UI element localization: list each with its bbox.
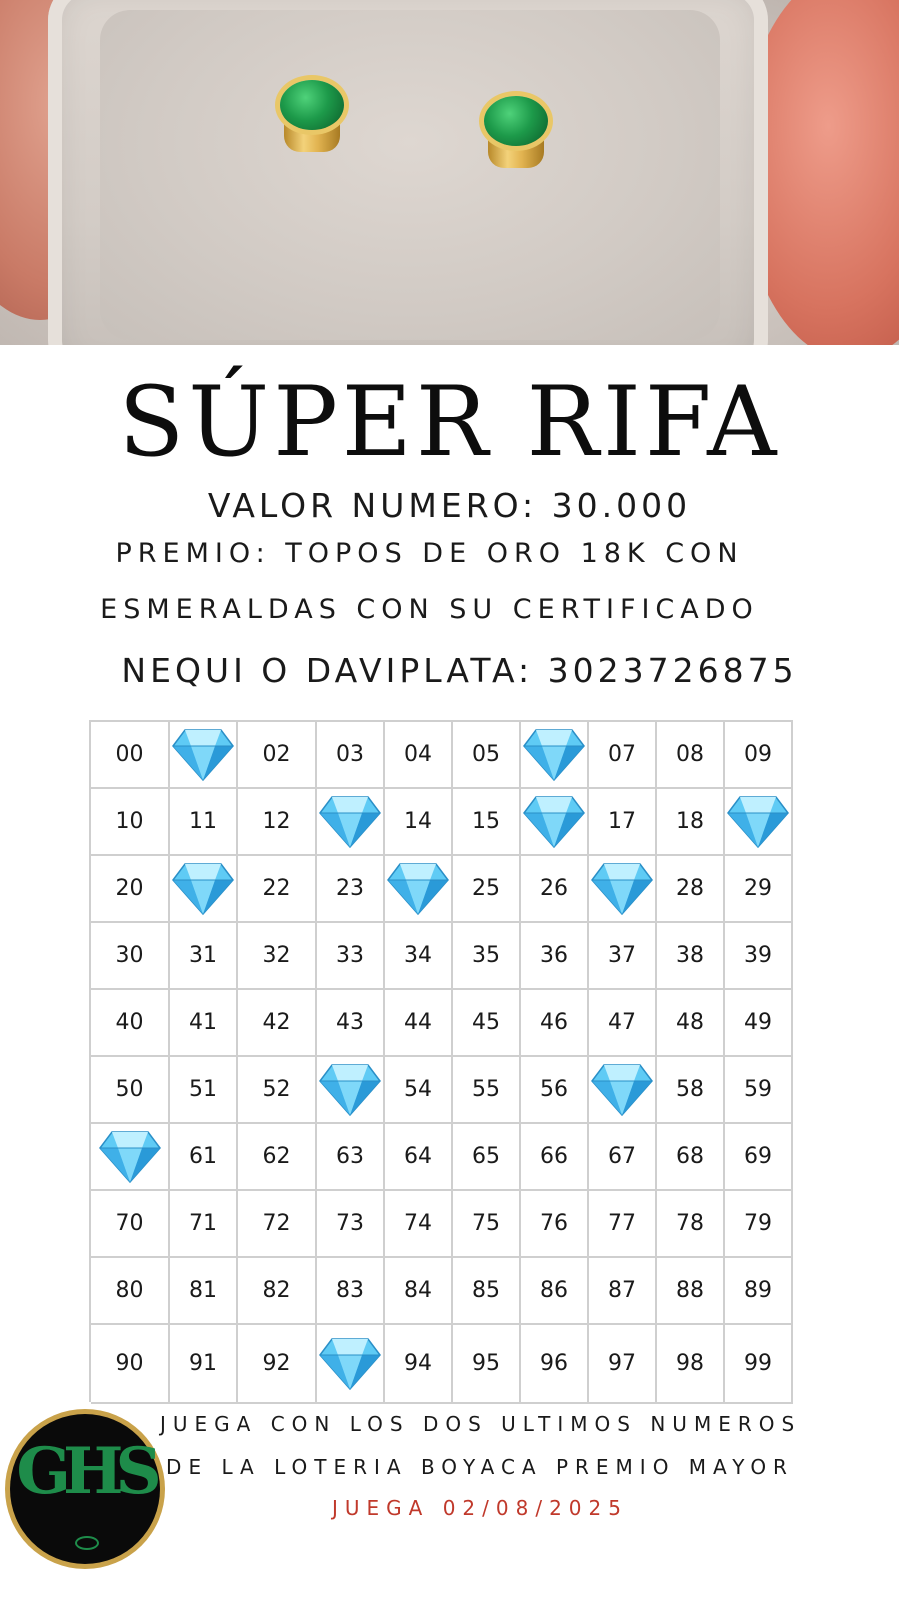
number-label: 11 (189, 809, 217, 834)
number-label: 82 (262, 1278, 291, 1303)
number-cell (725, 923, 793, 990)
number-label: 66 (540, 1144, 568, 1169)
number-cell (521, 1057, 589, 1124)
number-label: 85 (472, 1278, 500, 1303)
number-label: 97 (608, 1351, 636, 1376)
number-label: 31 (189, 943, 217, 968)
number-cell (725, 722, 793, 789)
number-cell (589, 1191, 657, 1258)
number-cell (589, 1258, 657, 1325)
number-label: 65 (472, 1144, 500, 1169)
number-cell (317, 1191, 385, 1258)
diamond-icon (318, 1337, 382, 1391)
number-cell (170, 1325, 238, 1404)
sold-number-cell (91, 1124, 170, 1191)
number-cell (453, 990, 521, 1057)
number-label: 25 (472, 876, 500, 901)
number-label: 61 (189, 1144, 217, 1169)
number-label: 50 (115, 1077, 144, 1102)
number-cell (385, 1258, 453, 1325)
number-cell (657, 1124, 725, 1191)
number-cell (170, 789, 238, 856)
sold-number-cell (521, 722, 589, 789)
ticket-price: VALOR NUMERO: 30.000 (207, 486, 692, 525)
number-label: 99 (744, 1351, 772, 1376)
number-label: 49 (744, 1010, 772, 1035)
number-cell (238, 1057, 317, 1124)
number-cell (589, 1325, 657, 1404)
number-cell (385, 722, 453, 789)
number-label: 52 (262, 1077, 291, 1102)
number-cell (385, 923, 453, 990)
number-cell (657, 990, 725, 1057)
number-cell (238, 722, 317, 789)
number-label: 74 (404, 1211, 432, 1236)
sold-number-cell (317, 1325, 385, 1404)
number-cell (657, 722, 725, 789)
number-cell (521, 923, 589, 990)
number-label: 42 (262, 1010, 291, 1035)
number-label: 72 (262, 1211, 291, 1236)
number-cell (521, 1258, 589, 1325)
number-cell (238, 1258, 317, 1325)
number-cell (238, 1325, 317, 1404)
diamond-icon (171, 728, 235, 782)
number-label: 08 (676, 742, 704, 767)
number-label: 36 (540, 943, 568, 968)
number-label: 07 (608, 742, 636, 767)
number-label: 47 (608, 1010, 636, 1035)
number-cell (657, 1057, 725, 1124)
number-cell (170, 1057, 238, 1124)
number-label: 78 (676, 1211, 704, 1236)
number-label: 56 (540, 1077, 568, 1102)
sold-number-cell (589, 1057, 657, 1124)
number-label: 77 (608, 1211, 636, 1236)
number-label: 26 (540, 876, 568, 901)
number-cell (385, 1325, 453, 1404)
number-label: 91 (189, 1351, 217, 1376)
number-label: 22 (262, 876, 291, 901)
number-cell (170, 990, 238, 1057)
sold-number-cell (317, 789, 385, 856)
number-cell (521, 856, 589, 923)
number-label: 81 (189, 1278, 217, 1303)
number-label: 29 (744, 876, 772, 901)
number-label: 59 (744, 1077, 772, 1102)
number-label: 96 (540, 1351, 568, 1376)
number-label: 04 (404, 742, 432, 767)
diamond-icon (386, 862, 450, 916)
sold-number-cell (521, 789, 589, 856)
number-cell (385, 990, 453, 1057)
diamond-icon (318, 1063, 382, 1117)
number-label: 17 (608, 809, 636, 834)
number-cell (238, 990, 317, 1057)
number-label: 73 (336, 1211, 364, 1236)
diamond-icon (726, 795, 790, 849)
number-label: 86 (540, 1278, 568, 1303)
diamond-icon (318, 795, 382, 849)
number-cell (521, 1124, 589, 1191)
sold-number-cell (725, 789, 793, 856)
number-label: 90 (115, 1351, 144, 1376)
number-label: 64 (404, 1144, 432, 1169)
number-label: 33 (336, 943, 364, 968)
number-cell (725, 1191, 793, 1258)
number-label: 12 (262, 809, 291, 834)
number-cell (91, 789, 170, 856)
number-label: 39 (744, 943, 772, 968)
product-photo (0, 0, 899, 345)
number-cell (170, 1191, 238, 1258)
number-cell (453, 1124, 521, 1191)
diamond-icon (171, 862, 235, 916)
number-cell (238, 923, 317, 990)
number-label: 55 (472, 1077, 500, 1102)
footer-rule-line-2: DE LA LOTERIA BOYACA PREMIO MAYOR (166, 1455, 794, 1479)
number-cell (453, 722, 521, 789)
number-cell (725, 856, 793, 923)
number-cell (589, 1124, 657, 1191)
number-label: 69 (744, 1144, 772, 1169)
number-label: 75 (472, 1211, 500, 1236)
number-label: 46 (540, 1010, 568, 1035)
number-label: 83 (336, 1278, 364, 1303)
number-label: 43 (336, 1010, 364, 1035)
number-label: 87 (608, 1278, 636, 1303)
diamond-icon (590, 1063, 654, 1117)
emerald-earring-right (484, 96, 548, 170)
number-cell (589, 722, 657, 789)
sold-number-cell (385, 856, 453, 923)
sold-number-cell (317, 1057, 385, 1124)
number-label: 30 (115, 943, 144, 968)
number-cell (91, 856, 170, 923)
number-cell (453, 1258, 521, 1325)
number-label: 18 (676, 809, 704, 834)
number-label: 95 (472, 1351, 500, 1376)
number-cell (91, 990, 170, 1057)
number-label: 37 (608, 943, 636, 968)
number-cell (521, 1325, 589, 1404)
payment-info: NEQUI O DAVIPLATA: 3023726875 (121, 651, 798, 690)
number-label: 40 (115, 1010, 144, 1035)
number-label: 32 (262, 943, 291, 968)
number-label: 70 (115, 1211, 144, 1236)
number-cell (453, 1325, 521, 1404)
number-cell (385, 1124, 453, 1191)
number-cell (453, 1057, 521, 1124)
number-cell (317, 990, 385, 1057)
number-cell (657, 1191, 725, 1258)
number-label: 00 (115, 742, 144, 767)
diamond-icon (590, 862, 654, 916)
number-cell (657, 789, 725, 856)
number-label: 45 (472, 1010, 500, 1035)
draw-date: JUEGA 02/08/2025 (332, 1496, 628, 1520)
number-label: 88 (676, 1278, 704, 1303)
number-cell (91, 923, 170, 990)
number-cell (453, 856, 521, 923)
number-label: 10 (115, 809, 144, 834)
number-label: 76 (540, 1211, 568, 1236)
number-label: 02 (262, 742, 291, 767)
number-label: 41 (189, 1010, 217, 1035)
number-label: 34 (404, 943, 432, 968)
number-label: 63 (336, 1144, 364, 1169)
number-label: 38 (676, 943, 704, 968)
number-label: 23 (336, 876, 364, 901)
number-cell (238, 856, 317, 923)
jewelry-cushion (100, 10, 720, 340)
number-cell (657, 856, 725, 923)
number-cell (725, 1325, 793, 1404)
number-label: 51 (189, 1077, 217, 1102)
number-label: 03 (336, 742, 364, 767)
number-cell (238, 789, 317, 856)
number-cell (657, 1258, 725, 1325)
number-cell (385, 1191, 453, 1258)
number-cell (317, 1124, 385, 1191)
diamond-icon (98, 1130, 162, 1184)
number-label: 67 (608, 1144, 636, 1169)
brand-logo: GHS (10, 1414, 160, 1564)
number-cell (453, 923, 521, 990)
number-cell (589, 990, 657, 1057)
number-cell (453, 789, 521, 856)
number-label: 05 (472, 742, 500, 767)
sold-number-cell (170, 856, 238, 923)
prize-line-1: PREMIO: TOPOS DE ORO 18K CON (115, 538, 744, 569)
number-label: 58 (676, 1077, 704, 1102)
sold-number-cell (589, 856, 657, 923)
number-label: 15 (472, 809, 500, 834)
number-cell (385, 789, 453, 856)
number-cell (91, 722, 170, 789)
number-label: 48 (676, 1010, 704, 1035)
number-cell (657, 1325, 725, 1404)
number-label: 14 (404, 809, 432, 834)
number-label: 94 (404, 1351, 432, 1376)
number-cell (725, 1124, 793, 1191)
number-cell (725, 990, 793, 1057)
number-cell (91, 1258, 170, 1325)
number-cell (657, 923, 725, 990)
number-cell (453, 1191, 521, 1258)
number-cell (589, 789, 657, 856)
number-cell (521, 990, 589, 1057)
number-label: 79 (744, 1211, 772, 1236)
number-label: 54 (404, 1077, 432, 1102)
number-label: 80 (115, 1278, 144, 1303)
number-label: 62 (262, 1144, 291, 1169)
number-cell (91, 1057, 170, 1124)
number-cell (170, 1258, 238, 1325)
number-label: 20 (115, 876, 144, 901)
number-label: 92 (262, 1351, 291, 1376)
number-label: 84 (404, 1278, 432, 1303)
diamond-icon (522, 728, 586, 782)
number-cell (91, 1191, 170, 1258)
emerald-earring-left (280, 80, 344, 154)
number-cell (725, 1258, 793, 1325)
number-cell (521, 1191, 589, 1258)
number-label: 44 (404, 1010, 432, 1035)
number-label: 09 (744, 742, 772, 767)
number-label: 35 (472, 943, 500, 968)
number-label: 68 (676, 1144, 704, 1169)
number-label: 28 (676, 876, 704, 901)
page-title: SÚPER RIFA (118, 366, 781, 478)
number-label: 71 (189, 1211, 217, 1236)
number-cell (317, 722, 385, 789)
number-cell (317, 856, 385, 923)
number-cell (238, 1191, 317, 1258)
number-cell (91, 1325, 170, 1404)
prize-line-2: ESMERALDAS CON SU CERTIFICADO (100, 594, 759, 625)
number-cell (170, 1124, 238, 1191)
sold-number-cell (170, 722, 238, 789)
number-label: 98 (676, 1351, 704, 1376)
number-cell (317, 923, 385, 990)
diamond-icon (522, 795, 586, 849)
number-cell (589, 923, 657, 990)
number-label: 89 (744, 1278, 772, 1303)
number-cell (385, 1057, 453, 1124)
number-cell (317, 1258, 385, 1325)
number-cell (238, 1124, 317, 1191)
footer-rule-line-1: JUEGA CON LOS DOS ULTIMOS NUMEROS (160, 1412, 802, 1436)
raffle-number-grid (89, 720, 793, 1402)
number-cell (170, 923, 238, 990)
number-cell (725, 1057, 793, 1124)
